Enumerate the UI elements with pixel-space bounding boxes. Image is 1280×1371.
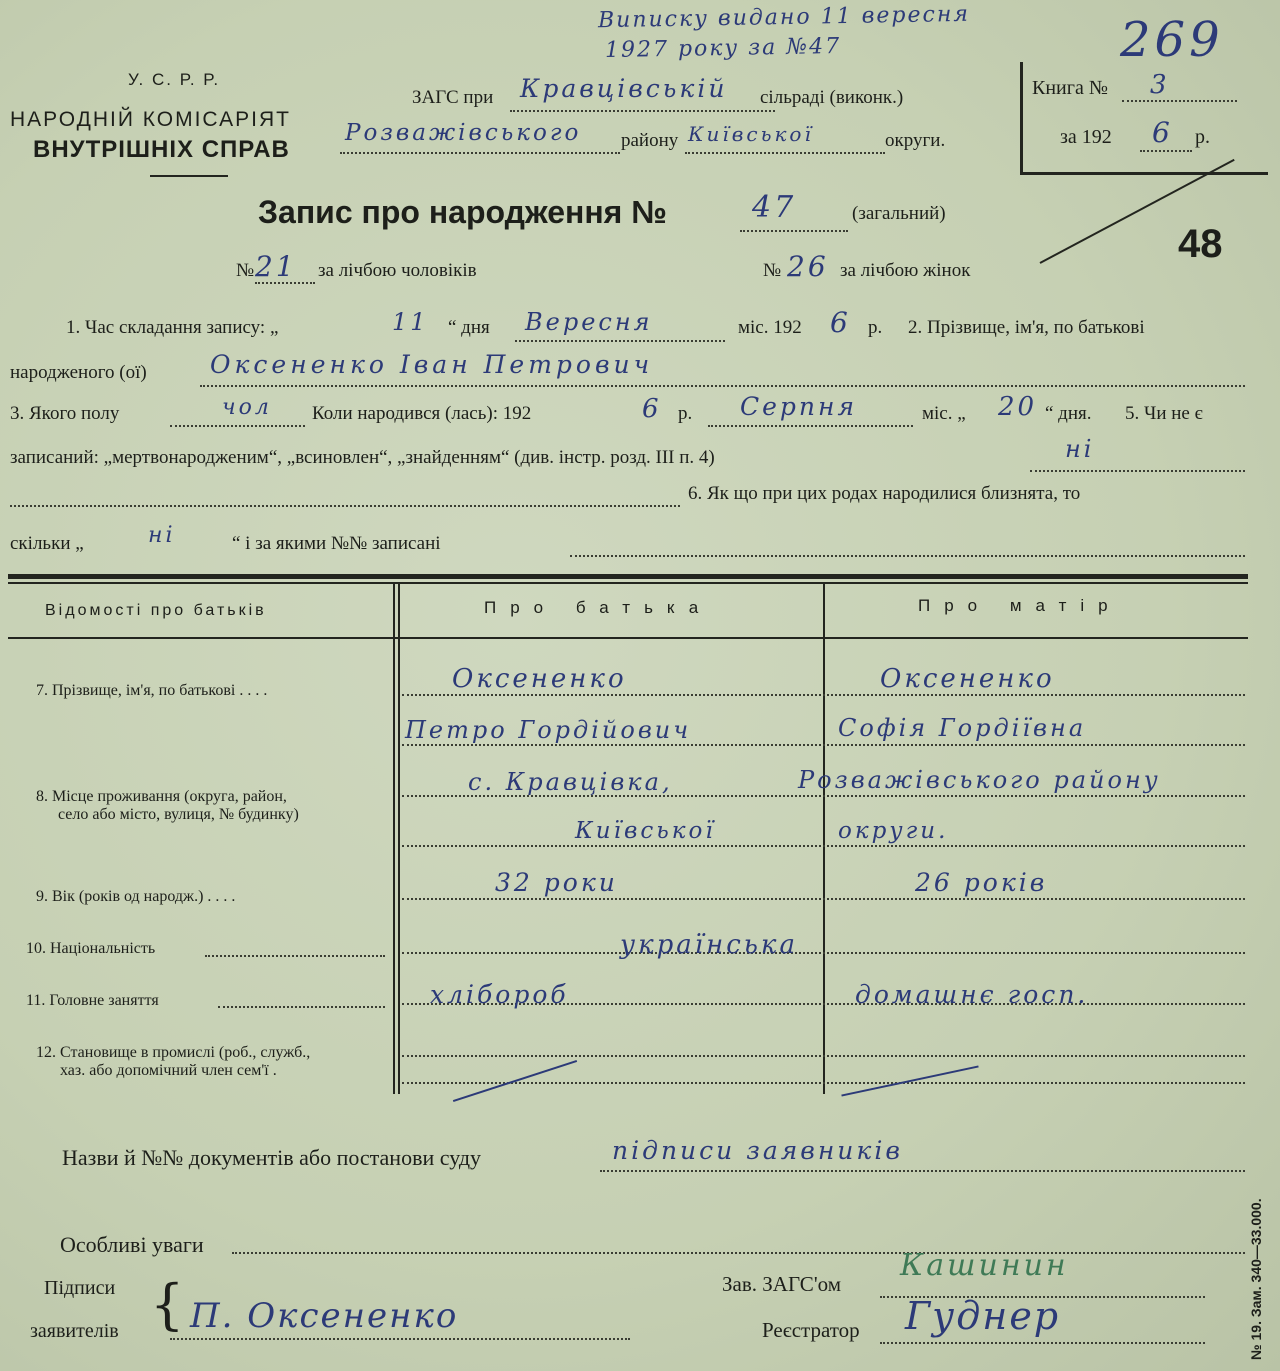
row11-label: 11. Головне заняття bbox=[26, 992, 159, 1009]
father-age-handwritten: 32 роки bbox=[495, 868, 618, 897]
men-count-handwritten: 21 bbox=[255, 250, 297, 283]
row10-label: 10. Національність bbox=[26, 940, 156, 957]
registrar-signature: Гуднер bbox=[905, 1294, 1061, 1338]
sex-line bbox=[170, 425, 305, 427]
child-name-handwritten: Оксененко Іван Петрович bbox=[210, 350, 654, 379]
book-year-handwritten: 6 bbox=[1152, 116, 1173, 149]
table-header-father: Про батька bbox=[484, 598, 713, 617]
mother-row12-stroke bbox=[841, 1065, 978, 1096]
table-col-divider-1b bbox=[398, 584, 400, 1094]
book-label: Книга № bbox=[1032, 77, 1108, 99]
field1-year-label: міс. 192 bbox=[738, 317, 802, 338]
row12-label-line2: хаз. або допомічний член сем'ї . bbox=[60, 1062, 277, 1079]
mother-place1-handwritten: Розважівського району bbox=[798, 766, 1161, 794]
record-title: Запис про народження № bbox=[258, 194, 667, 230]
signatures-brace: { bbox=[150, 1273, 185, 1336]
field2-label: 2. Прізвище, ім'я, по батькові bbox=[908, 317, 1145, 338]
district-label: району bbox=[621, 130, 679, 151]
birth-day-handwritten: 20 bbox=[998, 392, 1038, 422]
father-surname-handwritten: Оксененко bbox=[452, 664, 627, 694]
field5-value-handwritten: ні bbox=[1065, 435, 1095, 463]
table-header-rule bbox=[8, 637, 1248, 639]
table-col-divider-2 bbox=[823, 584, 825, 1094]
record-number-line bbox=[740, 230, 848, 232]
table-top-rule bbox=[8, 574, 1248, 579]
applicant-signature: П. Оксененко bbox=[190, 1296, 459, 1336]
field1-month-handwritten: Вересня bbox=[525, 308, 653, 336]
field5-label: 5. Чи не є bbox=[1125, 403, 1203, 424]
father-name-handwritten: Петро Гордійович bbox=[405, 716, 692, 744]
field1-day-handwritten: 11 bbox=[392, 308, 429, 336]
mother-surname-handwritten: Оксененко bbox=[880, 664, 1055, 694]
applicant-signature-line bbox=[170, 1338, 630, 1340]
father-place1-handwritten: с. Кравцівка, bbox=[468, 768, 673, 796]
okruha-label: округи. bbox=[885, 130, 946, 151]
field2-cont-label: народженого (ої) bbox=[10, 362, 147, 383]
field6-line2: скільки „ bbox=[10, 533, 84, 554]
row7-label: 7. Прізвище, ім'я, по батькові . . . . bbox=[36, 682, 268, 699]
child-name-line bbox=[200, 385, 1245, 387]
field3-mis-label: міс. „ bbox=[922, 403, 966, 424]
field5-continuation-line bbox=[10, 505, 680, 507]
documents-handwritten: підписи заявників bbox=[612, 1136, 903, 1165]
field1-year-handwritten: 6 bbox=[830, 306, 851, 339]
father-place2-handwritten: Київської bbox=[575, 818, 716, 844]
notes-line bbox=[232, 1252, 1245, 1254]
table-header-mother: Про матір bbox=[918, 596, 1122, 615]
zags-head-label: Зав. ЗАГС'ом bbox=[722, 1272, 841, 1296]
birth-month-handwritten: Серпня bbox=[740, 392, 858, 421]
book-number-line bbox=[1122, 100, 1237, 102]
field5-line2: записаний: „мертвонародженим“, „всиновлен“, „знайденням“ (див. інстр. розд. III п. 4) bbox=[10, 447, 715, 468]
zags-prefix: ЗАГС при bbox=[412, 87, 494, 108]
field3-when-label: Коли народився (лась): 192 bbox=[312, 403, 532, 424]
field6-suffix: “ і за якими №№ записані bbox=[232, 533, 441, 554]
field5-line bbox=[1030, 470, 1245, 472]
field1-label: 1. Час складання запису: „ bbox=[66, 317, 279, 338]
row8-label-line1: 8. Місце проживання (округа, район, bbox=[36, 788, 287, 805]
women-count-prefix: № bbox=[763, 260, 782, 281]
registrar-label: Реєстратор bbox=[762, 1318, 860, 1342]
field1-year-suffix: р. bbox=[868, 317, 883, 338]
nationality-handwritten: українська bbox=[620, 930, 798, 960]
table-col-divider-1 bbox=[393, 584, 395, 1094]
mother-name-handwritten: Софія Гордіївна bbox=[838, 714, 1087, 742]
row-line-2 bbox=[402, 744, 1245, 746]
field3-r: р. bbox=[678, 403, 693, 424]
men-count-line bbox=[255, 282, 315, 284]
book-big-number-handwritten: 269 bbox=[1120, 12, 1224, 68]
sex-handwritten: чол bbox=[222, 395, 272, 420]
field6-label: 6. Як що при цих родах народилися близнята, то bbox=[688, 483, 1081, 504]
field3-day-suffix: “ дня. bbox=[1045, 403, 1092, 424]
commissariat-line1: НАРОДНІЙ КОМІСАРІЯТ bbox=[10, 108, 291, 131]
men-count-prefix: № bbox=[236, 260, 255, 281]
state-label: У. С. Р. Р. bbox=[128, 70, 221, 89]
okruha-handwritten: Київської bbox=[688, 122, 814, 146]
registrar-line bbox=[880, 1342, 1205, 1344]
row11-leader bbox=[218, 1006, 385, 1008]
zags-village-line bbox=[510, 110, 775, 112]
notes-label: Особливі уваги bbox=[60, 1232, 204, 1257]
women-count-handwritten: 26 bbox=[787, 250, 829, 283]
mother-occupation-handwritten: домашнє госп. bbox=[855, 980, 1089, 1009]
row8-label-line2: село або місто, вулиця, № будинку) bbox=[58, 806, 299, 823]
documents-line bbox=[600, 1170, 1245, 1172]
birth-month-line bbox=[708, 425, 913, 427]
row10-leader bbox=[205, 955, 385, 957]
row-line-6 bbox=[402, 952, 1245, 954]
signatures-label-1: Підписи bbox=[44, 1277, 116, 1299]
record-side-number: 48 bbox=[1178, 222, 1223, 266]
issued-note-line1: Виписку видано 11 вересня bbox=[597, 1, 971, 34]
table-top-rule-thin bbox=[8, 582, 1248, 584]
women-count-label: за лічбою жінок bbox=[840, 260, 971, 281]
district-handwritten: Розважівського bbox=[345, 120, 582, 146]
print-mark: № 19. Зам. 340—33.000. bbox=[1248, 1198, 1264, 1360]
header-underline bbox=[150, 175, 228, 177]
zags-village-handwritten: Кравцівській bbox=[520, 74, 728, 103]
field6-line bbox=[570, 555, 1245, 557]
zags-suffix: сільраді (виконк.) bbox=[760, 87, 904, 108]
signatures-label-2: заявителів bbox=[30, 1320, 119, 1342]
book-year-suffix: р. bbox=[1195, 126, 1210, 148]
commissariat-line2: ВНУТРІШНІХ СПРАВ bbox=[33, 136, 290, 163]
zags-head-signature: Кашинин bbox=[900, 1248, 1069, 1283]
mother-age-handwritten: 26 років bbox=[915, 868, 1048, 897]
district-line bbox=[340, 152, 620, 154]
record-number-handwritten: 47 bbox=[752, 190, 797, 225]
table-header-info: Відомості про батьків bbox=[45, 602, 267, 619]
book-number-handwritten: 3 bbox=[1150, 70, 1170, 100]
row-line-1 bbox=[402, 694, 1245, 696]
row-line-4 bbox=[402, 845, 1245, 847]
father-row12-stroke bbox=[453, 1060, 577, 1102]
issued-note-line2: 1927 року за №47 bbox=[604, 33, 842, 64]
row-line-8 bbox=[402, 1055, 1245, 1057]
documents-label: Назви й №№ документів або постанови суду bbox=[62, 1145, 482, 1170]
field1-month-line bbox=[515, 340, 725, 342]
men-count-label: за лічбою чоловіків bbox=[318, 260, 477, 281]
mother-place2-handwritten: округи. bbox=[838, 818, 949, 844]
field1-day-label: “ дня bbox=[448, 317, 490, 338]
birth-year-handwritten: 6 bbox=[642, 394, 662, 424]
field3-label: 3. Якого полу bbox=[10, 403, 120, 424]
book-year-prefix: за 192 bbox=[1060, 126, 1112, 148]
okruha-line bbox=[685, 152, 885, 154]
row-line-5 bbox=[402, 898, 1245, 900]
record-general-label: (загальний) bbox=[852, 203, 946, 224]
row9-label: 9. Вік (років од народж.) . . . . bbox=[36, 888, 236, 905]
row-line-9 bbox=[402, 1082, 1245, 1084]
father-occupation-handwritten: хлібороб bbox=[430, 980, 569, 1009]
field6-value-handwritten: ні bbox=[148, 523, 176, 548]
book-year-line bbox=[1140, 150, 1192, 152]
row12-label-line1: 12. Становище в промислі (роб., служб., bbox=[36, 1044, 311, 1061]
